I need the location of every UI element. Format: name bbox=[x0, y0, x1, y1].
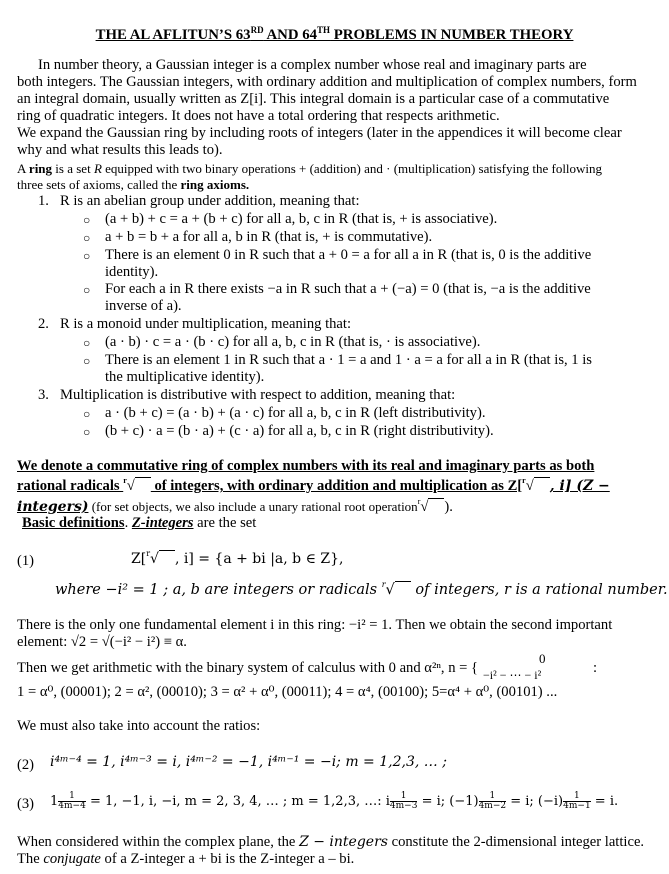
text: = i; (−1) bbox=[417, 794, 479, 809]
z-integers-term: Z-integers bbox=[131, 515, 194, 531]
text: (for set objects, we also include a unary rational root operation bbox=[88, 499, 418, 514]
axiom-item: For each a in R there exists −a in R such that a + (−a) = 0 (that is, −a is the additive bbox=[105, 281, 591, 297]
term-ring-axioms: ring axioms. bbox=[180, 177, 250, 192]
brace-bottom: −i² − ⋯ − i² bbox=[483, 668, 542, 682]
denote-line: We denote a commutative ring of complex numbers with its real and imaginary parts as both bbox=[17, 458, 595, 474]
axiom-item: (a + b) + c = a + (b + c) for all a, b, c in R (that is, + is associative). bbox=[105, 211, 498, 227]
text: , i] = {a + bi |a, b ∈ Z}, bbox=[174, 551, 344, 567]
fraction-numerator: 1 bbox=[563, 792, 591, 802]
colon: : bbox=[593, 660, 598, 676]
text: rational radicals bbox=[17, 478, 124, 494]
exponent-fraction bbox=[479, 792, 507, 811]
circle-bullet-icon: ○ bbox=[83, 354, 91, 368]
circle-bullet-icon: ○ bbox=[83, 425, 91, 439]
radical-index: r bbox=[417, 497, 421, 506]
term-ring: ring bbox=[28, 161, 53, 176]
title-sup: RD bbox=[250, 25, 264, 35]
axiom-number: 1. bbox=[38, 193, 49, 209]
fraction-denominator: 4m−2 bbox=[478, 801, 507, 811]
ring-definition-2 bbox=[17, 176, 249, 193]
para-line: Then we get arithmetic with the binary system of calculus with 0 and α²ⁿ, n = { bbox=[17, 660, 479, 676]
intro-line: We expand the Gaussian ring by including roots of integers (later in the appendices it will become clear bbox=[17, 125, 622, 141]
radical-index: r bbox=[522, 476, 526, 485]
para-line: element: √2 = √(−i² − i²) ≡ α. bbox=[17, 634, 187, 650]
radical-index: r bbox=[381, 580, 386, 589]
exponent-fraction bbox=[58, 792, 86, 811]
fraction-numerator: 1 bbox=[479, 792, 507, 802]
intro-line: why and what results this leads to). bbox=[17, 142, 223, 158]
title-sup: TH bbox=[317, 25, 331, 35]
radical-icon: $^r$√ bbox=[123, 478, 151, 496]
axiom-number: 3. bbox=[38, 387, 49, 403]
text: = i. bbox=[590, 794, 619, 809]
fraction-denominator: 4m−1 bbox=[563, 801, 591, 811]
text: , i] (Z − bbox=[549, 478, 610, 494]
exponent-fraction bbox=[390, 792, 418, 811]
equation-label: (1) bbox=[17, 553, 35, 569]
ring-definition bbox=[17, 160, 602, 177]
axiom-item: a + b = b + a for all a, b in R (that is, + is commutative). bbox=[105, 229, 433, 245]
text: . bbox=[124, 515, 132, 531]
fraction-numerator: 1 bbox=[390, 792, 418, 802]
circle-bullet-icon: ○ bbox=[83, 407, 91, 421]
title-part: PROBLEMS IN NUMBER THEORY bbox=[330, 26, 574, 43]
axiom-text: R is a monoid under multiplication, meaning that: bbox=[60, 316, 352, 332]
radical-icon: $^r$√ bbox=[522, 478, 550, 496]
denote-line bbox=[17, 478, 610, 496]
text: 1 bbox=[50, 794, 59, 809]
radical-icon: $^r$√ bbox=[418, 499, 445, 517]
equation-label: (3) bbox=[17, 796, 35, 812]
text: where −i² = 1 ; a, b are integers or radicals bbox=[55, 582, 382, 598]
axiom-number: 2. bbox=[38, 316, 49, 332]
fraction-numerator: 1 bbox=[58, 792, 86, 802]
title-part: AND 64 bbox=[263, 26, 318, 43]
basic-definitions bbox=[22, 515, 256, 532]
circle-bullet-icon: ○ bbox=[83, 231, 91, 245]
equation-1 bbox=[131, 551, 343, 569]
axiom-item-cont: the multiplicative identity). bbox=[105, 369, 265, 385]
intro-line: an integral domain, usually written as Z[i]. This integral domain is a particular case of a commutative bbox=[17, 91, 610, 107]
text: three sets of axioms, called the bbox=[17, 177, 181, 192]
text: is a set bbox=[52, 161, 94, 176]
circle-bullet-icon: ○ bbox=[83, 283, 91, 297]
text: ). bbox=[444, 499, 453, 515]
exponent-fraction bbox=[563, 792, 591, 811]
radical-index: r bbox=[123, 476, 127, 485]
axiom-item-cont: identity). bbox=[105, 264, 159, 280]
axiom-item: (a · b) · c = a · (b · c) for all a, b, c in R (that is, · is associative). bbox=[105, 334, 481, 350]
intro-line: ring of quadratic integers. It does not have a total ordering that respects arithmetic. bbox=[17, 108, 500, 124]
equation-3 bbox=[50, 792, 618, 811]
fraction-denominator: 4m−3 bbox=[389, 801, 418, 811]
axiom-item: There is an element 1 in R such that a · 1 = a and 1 · a = a for all a in R (that is, 1 is bbox=[105, 352, 592, 368]
equation-1-where bbox=[55, 582, 668, 600]
circle-bullet-icon: ○ bbox=[83, 213, 91, 227]
title-part: THE AL AFLITUN’S 63 bbox=[95, 26, 251, 43]
intro-line: both integers. The Gaussian integers, with ordinary addition and multiplication of complex numbers, form bbox=[17, 74, 637, 90]
text: of a Z-integer a + bi is the Z-integer a – bi. bbox=[100, 851, 355, 867]
z-integers-term: Z − integers bbox=[299, 834, 388, 850]
axiom-item: (b + c) · a = (b · a) + (c · a) for all a, b, c in R (right distributivity). bbox=[105, 423, 494, 439]
axiom-item: a · (b + c) = (a · b) + (a · c) for all a, b, c in R (left distributivity). bbox=[105, 405, 486, 421]
axiom-text: Multiplication is distributive with respect to addition, meaning that: bbox=[60, 387, 456, 403]
axiom-text: R is an abelian group under addition, meaning that: bbox=[60, 193, 360, 209]
conjugate-term: conjugate bbox=[43, 851, 101, 867]
radical-icon: $^r$√ bbox=[382, 582, 411, 600]
text: equipped with two binary operations + (addition) and · (multiplication) satisfying the following bbox=[101, 161, 603, 176]
para-line: There is the only one fundamental element i in this ring: −i² = 1. Then we obtain the second important bbox=[17, 617, 613, 633]
axiom-item-cont: inverse of a). bbox=[105, 298, 182, 314]
text: When considered within the complex plane, the bbox=[17, 834, 300, 850]
radical-icon: $^r$√ bbox=[146, 551, 175, 569]
circle-bullet-icon: ○ bbox=[83, 336, 91, 350]
text: A bbox=[17, 161, 29, 176]
equation-label: (2) bbox=[17, 757, 35, 773]
text: of integers, r is a rational number. bbox=[410, 582, 668, 598]
text: constitute the 2-dimensional integer lattice. bbox=[387, 834, 645, 850]
text: = 1, −1, i, −i, m = 2, 3, 4, … ; m = 1,2,3, …: i bbox=[85, 794, 390, 809]
text: Z[ bbox=[131, 551, 147, 567]
equation-2: i⁴ᵐ⁻⁴ = 1, i⁴ᵐ⁻³ = i, i⁴ᵐ⁻² = −1, i⁴ᵐ⁻¹ = −i; m = 1,2,3, … ; bbox=[50, 754, 447, 770]
text: of integers, with ordinary addition and multiplication as Z[ bbox=[150, 478, 523, 494]
basic-definitions-heading: Basic definitions bbox=[22, 515, 125, 531]
axiom-item: There is an element 0 in R such that a + 0 = a for all a in R (that is, 0 is the additive bbox=[105, 247, 592, 263]
circle-bullet-icon: ○ bbox=[83, 249, 91, 263]
text: are the set bbox=[193, 515, 257, 531]
fraction-denominator: 4m−4 bbox=[58, 801, 86, 811]
para-line: 1 = α⁰, (00001); 2 = α², (00010); 3 = α² + α⁰, (00011); 4 = α⁴, (00100); 5=α⁴ + α⁰, (00101) ... bbox=[17, 684, 558, 700]
radical-index: r bbox=[146, 549, 151, 558]
closing-line bbox=[17, 834, 644, 851]
closing-line bbox=[17, 851, 354, 868]
intro-line: In number theory, a Gaussian integer is a complex number whose real and imaginary parts are bbox=[38, 57, 587, 73]
z-integers-term: integers) bbox=[17, 499, 89, 515]
text: = i; (−i) bbox=[506, 794, 564, 809]
text: The bbox=[17, 851, 44, 867]
ratios-line: We must also take into account the ratios: bbox=[17, 718, 261, 734]
var: R bbox=[93, 161, 102, 176]
document-title bbox=[0, 22, 669, 44]
brace-top: 0 bbox=[539, 651, 546, 666]
